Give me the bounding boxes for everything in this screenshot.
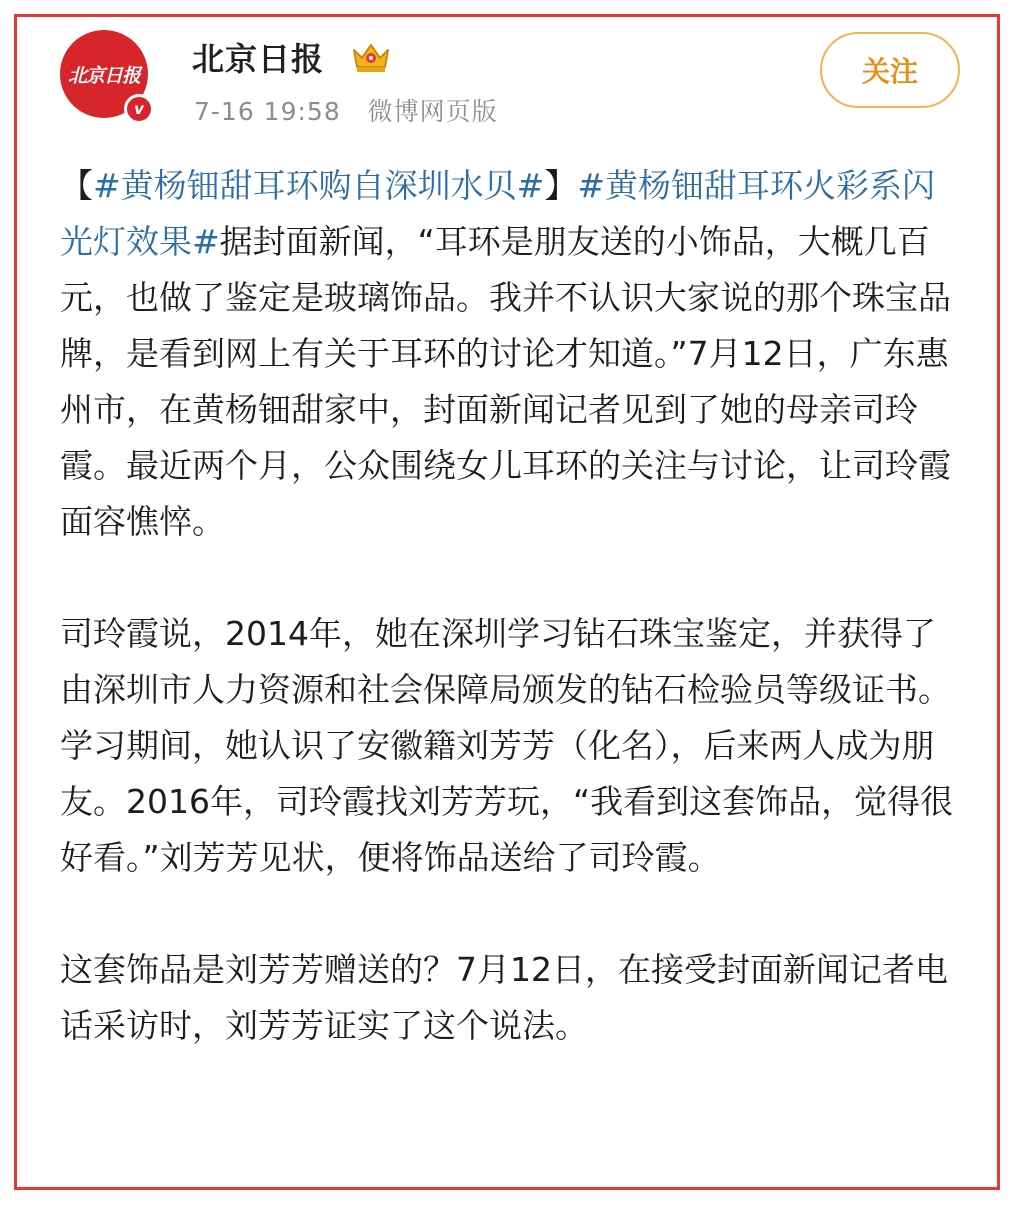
paragraph-1-text: 据封面新闻，“耳环是朋友送的小饰品，大概几百元，也做了鉴定是玻璃饰品。我并不认识大家说的那个珠宝品牌，是看到网上有关于耳环的讨论才知道。”7月12日，广东惠州市，在黄杨钿甜家中，封面新闻记者见到了她的母亲司玲霞。最近两个月，公众围绕女儿耳环的关注与讨论，让司玲霞面容憔悴。 xyxy=(60,222,951,541)
post-header xyxy=(58,28,968,128)
bracket-close: 】 xyxy=(544,166,578,205)
post-paragraph-1 xyxy=(60,158,965,550)
post-source[interactable]: 微博网页版 xyxy=(367,97,498,126)
avatar-logo: 北京日报 xyxy=(67,64,140,87)
post-paragraph-3: 这套饰品是刘芳芳赠送的？7月12日，在接受封面新闻记者电话采访时，刘芳芳证实了这个说法。 xyxy=(60,950,948,1045)
post-meta xyxy=(194,92,498,128)
verified-badge-icon: v xyxy=(124,94,154,124)
crown-icon xyxy=(350,40,392,74)
topic-link-1[interactable]: #黄杨钿甜耳环购自深圳水贝# xyxy=(93,166,545,205)
bracket-open: 【 xyxy=(60,166,93,205)
account-name[interactable]: 北京日报 xyxy=(192,40,325,78)
follow-button[interactable]: 关注 xyxy=(820,32,960,108)
topic-link-2[interactable]: #黄杨钿甜耳环火彩系闪光灯效果# xyxy=(60,166,935,261)
post-paragraph-2: 司玲霞说，2014年，她在深圳学习钻石珠宝鉴定，并获得了由深圳市人力资源和社会保障局颁发的钻石检验员等级证书。学习期间，她认识了安徽籍刘芳芳（化名），后来两人成为朋友。2016年，司玲霞找刘芳芳玩，“我看到这套饰品，觉得很好看。”刘芳芳见状，便将饰品送给了司玲霞。 xyxy=(60,614,954,877)
post-time: 7-16 19:58 xyxy=(194,97,341,126)
post-content xyxy=(60,158,965,1054)
